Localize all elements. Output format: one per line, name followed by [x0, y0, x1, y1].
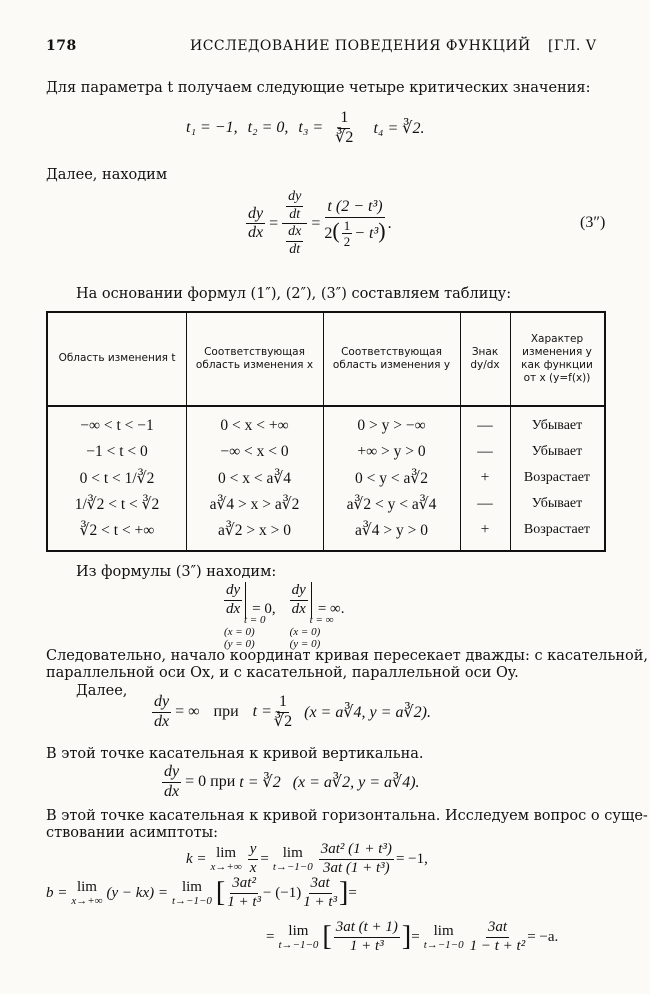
equation-horizontal-tangent: $\frac{dy}{dx}$ = 0 при t = ∛2 (x = a∛2, y = a∛4).	[164, 763, 420, 800]
table-row: 1/∛2 < t < ∛2 a∛4 > x > a∛2 a∛2 < y < a∛4 — Убывает	[74, 495, 583, 513]
paragraph-asymptote-line1: В этой точке касательная к кривой горизонтальна. Исследуем вопрос о суще-	[46, 808, 648, 824]
equation-evaluated-derivatives: $\frac{dy}{dx}$ = 0, t = 0 (x = 0) (y = 0) $\frac{dy}{dx}$ = ∞. t = ∞ (x = 0) (y = 0)	[224, 581, 345, 650]
eq-t4: t₄ = ∛2.	[373, 120, 425, 138]
paragraph-further: Далее,	[76, 683, 128, 699]
table-header-x: Соответствующая область изменения x	[195, 345, 314, 371]
paragraph-from-formula: Из формулы (3″) находим:	[76, 564, 277, 580]
eq-t2: t₂ = 0,	[247, 119, 289, 137]
monotonicity-table	[46, 311, 606, 552]
paragraph-conclusion-line2: параллельной оси Ox, и с касательной, параллельной оси Oy.	[46, 665, 519, 681]
eq-t1: t₁ = −1,	[186, 119, 238, 137]
table-row: ∛2 < t < +∞ a∛2 > x > 0 a∛4 > y > 0 + Возрастает	[79, 521, 591, 539]
paragraph-asymptote-line2: ствовании асимптоты:	[46, 825, 219, 841]
equation-derivative: $\frac{dy}{dx}$ = $\frac{\frac{dy}{dt}}{\frac{dx}{dt}}$ = t (2 − t³) 2( $\frac{1}{2}$ − t³) .	[248, 189, 392, 258]
table-header-y: Соответствующая область изменения y	[332, 345, 451, 371]
table-header-t: Область изменения t	[58, 352, 176, 365]
eq-t3-fraction: $\frac{1}{∛2}$	[335, 109, 354, 146]
table-header-sign: Знак dy/dx	[470, 345, 500, 371]
equation-b-continuation: = lim t→−1−0 [ $\frac{3at (t + 1)}{\text{1 + t³}}$ ] = lim t→−1−0 $\frac{3at}{\text{1 − t + t²}}$ = −a.	[266, 919, 559, 954]
paragraph-next: Далее, находим	[46, 167, 168, 183]
table-row: 0 < t < 1/∛2 0 < x < a∛4 0 < y < a∛2 + Возрастает	[79, 469, 591, 487]
running-title: ИССЛЕДОВАНИЕ ПОВЕДЕНИЯ ФУНКЦИЙ	[190, 38, 531, 54]
table-header-behaviour: Характер изменения y как функции от x (y=f(x))	[521, 332, 593, 385]
table-row: −∞ < t < −1 0 < x < +∞ 0 > y > −∞ — Убывает	[80, 417, 583, 434]
chapter-marker: [ГЛ. V	[548, 38, 597, 54]
page-number: 178	[46, 38, 77, 54]
paragraph-critical-values: Для параметра t получаем следующие четыре критических значения:	[46, 80, 591, 96]
eq-t3: t₃ =	[298, 119, 324, 137]
equation-critical-values	[186, 110, 424, 147]
equation-label-3: (3″)	[580, 214, 606, 231]
equation-k-limit: k = lim x→+∞ $\frac{y}{x}$ = lim t→−1−0 $\frac{\text{3at² (1 + t³)}}{\text{3at (1 + t³)}}$ = −1,	[186, 841, 428, 876]
table-row: −1 < t < 0 −∞ < x < 0 +∞ > y > 0 — Убывает	[86, 443, 583, 460]
equation-vertical-tangent: $\frac{dy}{dx}$ = ∞ при t = $\frac{1}{∛2}$ (x = a∛4, y = a∛2).	[154, 693, 431, 730]
paragraph-conclusion-line1: Следовательно, начало координат кривая пересекает дважды: с касательной,	[46, 648, 649, 664]
paragraph-vertical: В этой точке касательная к кривой вертикальна.	[46, 746, 424, 762]
equation-b-limit: b = lim x→+∞ (y − kx) = lim t→−1−0 [ $\frac{\text{3at²}}{\text{1 + t³}}$ − (−1) $\frac{3at}{\text{1 + t³}}$ ] =	[46, 875, 357, 910]
paragraph-table-intro: На основании формул (1″), (2″), (3″) составляем таблицу:	[76, 286, 512, 302]
